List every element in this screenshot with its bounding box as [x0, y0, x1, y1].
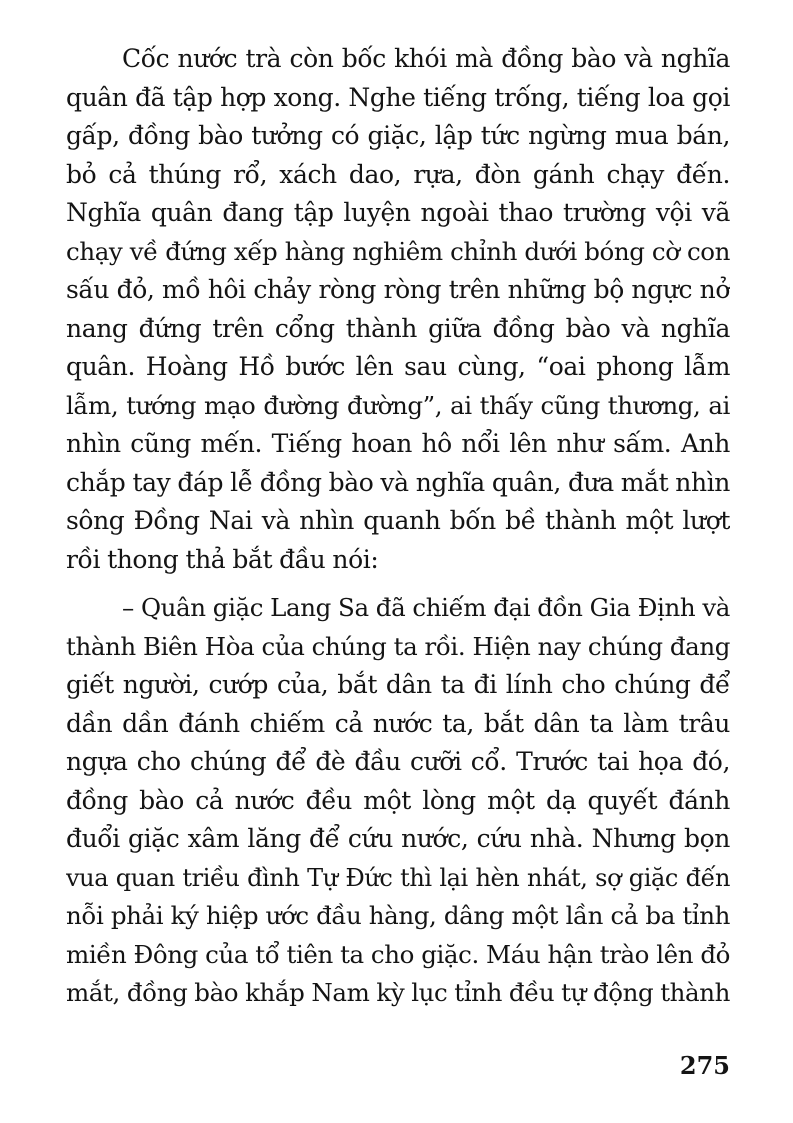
- text-line: thành Biên Hòa của chúng ta rồi. Hiện nay chúng đang: [66, 631, 730, 661]
- text-line: – Quân giặc Lang Sa đã chiếm đại đồn Gia Định và: [122, 593, 730, 622]
- page-number: 275: [679, 1051, 730, 1080]
- text-line: miền Đông của tổ tiên ta cho giặc. Máu hận trào lên đỏ: [66, 939, 730, 969]
- paragraph-2: [66, 589, 730, 1013]
- text-line: bỏ cả thúng rổ, xách dao, rựa, đòn gánh chạy đến.: [66, 159, 730, 189]
- text-line: đuổi giặc xâm lăng để cứu nước, cứu nhà. Nhưng bọn: [66, 824, 730, 853]
- text-line: ngựa cho chúng để đè đầu cưỡi cổ. Trước tai họa đó,: [66, 747, 730, 776]
- text-line: quân đã tập hợp xong. Nghe tiếng trống, tiếng loa gọi: [66, 82, 730, 112]
- text-line: chắp tay đáp lễ đồng bào và nghĩa quân, đưa mắt nhìn: [66, 467, 730, 497]
- text-line: dần dần đánh chiếm cả nước ta, bắt dân ta làm trâu: [66, 708, 730, 738]
- text-line: nỗi phải ký hiệp ước đầu hàng, dâng một lần cả ba tỉnh: [66, 901, 730, 930]
- text-line: Nghĩa quân đang tập luyện ngoài thao trường vội vã: [66, 198, 730, 227]
- text-line: nang đứng trên cổng thành giữa đồng bào và nghĩa: [66, 313, 730, 343]
- text-line: sấu đỏ, mồ hôi chảy ròng ròng trên những bộ ngực nở: [66, 275, 730, 304]
- text-line: nhìn cũng mến. Tiếng hoan hô nổi lên như sấm. Anh: [66, 429, 730, 458]
- text-line: gấp, đồng bào tưởng có giặc, lập tức ngừng mua bán,: [66, 121, 730, 150]
- text-line: sông Đồng Nai và nhìn quanh bốn bề thành một lượt: [66, 506, 730, 535]
- text-line: mắt, đồng bào khắp Nam kỳ lục tỉnh đều tự động thành: [66, 978, 730, 1007]
- text-line: quân. Hoàng Hồ bước lên sau cùng, “oai phong lẫm: [66, 352, 730, 381]
- text-line: giết người, cướp của, bắt dân ta đi lính cho chúng để: [66, 670, 730, 699]
- text-line: chạy về đứng xếp hàng nghiêm chỉnh dưới bóng cờ con: [66, 236, 730, 266]
- text-line: đồng bào cả nước đều một lòng một dạ quyết đánh: [66, 785, 730, 815]
- text-line: Cốc nước trà còn bốc khói mà đồng bào và nghĩa: [122, 44, 730, 73]
- paragraph-1: [66, 40, 730, 579]
- text-line: vua quan triều đình Tự Đức thì lại hèn nhát, sợ giặc đến: [66, 863, 730, 892]
- text-line: rồi thong thả bắt đầu nói:: [66, 544, 379, 574]
- text-line: lẫm, tướng mạo đường đường”, ai thấy cũng thương, ai: [66, 390, 730, 420]
